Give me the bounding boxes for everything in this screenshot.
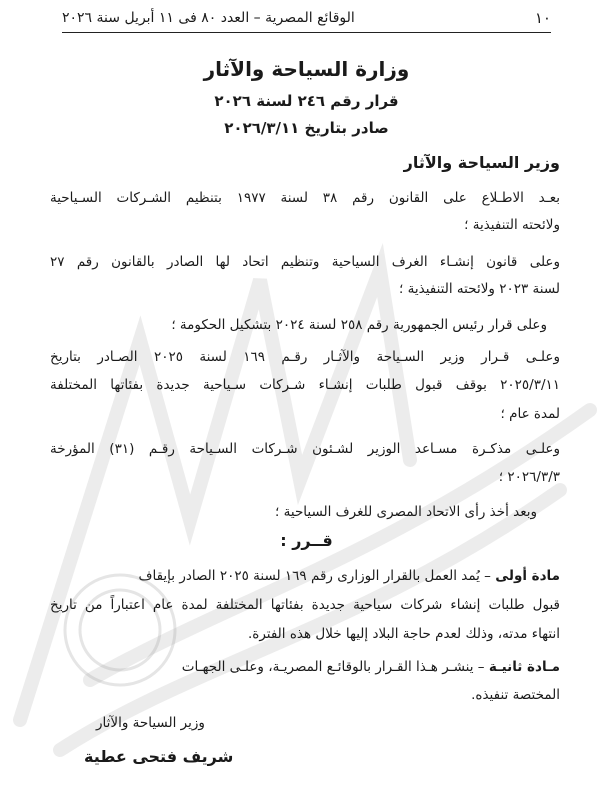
preamble-line: وعلـى قـرار وزير السـياحة والآثـار رقـم ١٦٩ لسنة ٢٠٢٥ الصـادر بتاريخ	[50, 349, 560, 365]
article-2-text: – ينشـر هـذا القـرار بالوقائـع المصريـة، وعلـى الجهـات	[181, 659, 489, 675]
minister-heading: وزير السياحة والآثار	[403, 153, 560, 172]
article-1-line	[138, 567, 560, 585]
preamble-line: ٢٠٢٦/٣/٣ ؛	[498, 469, 560, 485]
article-1-line: قبول طلبات إنشاء شركات سياحية جديدة بفئاتها المختلفة لمدة عام اعتباراً من تاريخ	[50, 597, 560, 613]
preamble-line: وبعد أخذ رأى الاتحاد المصرى للغرف السياحية ؛	[275, 504, 537, 520]
article-2-line	[182, 658, 560, 676]
preamble-line: ولائحته التنفيذية ؛	[464, 217, 560, 233]
decree-number: قرار رقم ٢٤٦ لسنة ٢٠٢٦	[214, 92, 399, 110]
preamble-line: ٢٠٢٥/٣/١١ بوقف قبول طلبات إنشـاء شـركات سـياحية جديدة بفئاتها المختلفة	[50, 377, 560, 393]
article-1-text: – يُمد العمل بالقرار الوزارى رقم ١٦٩ لسنة ٢٠٢٥ الصادر بإيقاف	[138, 568, 496, 584]
preamble-line: لمدة عام ؛	[500, 406, 560, 422]
decided-heading: قــرر :	[280, 531, 333, 550]
signature-name: شريف فتحى عطية	[84, 747, 234, 766]
article-1-label: مادة أولى	[495, 568, 560, 584]
preamble-line: لسنة ٢٠٢٣ ولائحته التنفيذية ؛	[399, 281, 560, 297]
article-2-label: مـادة ثانيـة	[488, 659, 560, 675]
preamble-line: بعـد الاطـلاع على القانون رقم ٣٨ لسنة ١٩٧٧ بتنظيم الشـركات السـياحية	[50, 190, 560, 206]
preamble-line: وعلى قرار رئيس الجمهورية رقم ٢٥٨ لسنة ٢٠٢٤ بتشكيل الحكومة ؛	[171, 317, 547, 333]
article-1-line: انتهاء مدته، وذلك لعدم حاجة البلاد إليها خلال هذه الفترة.	[247, 626, 560, 642]
article-2-line: المختصة تنفيذه.	[471, 687, 560, 703]
running-header	[62, 6, 551, 33]
page-number: ١٠	[534, 9, 551, 27]
running-head: الوقائع المصرية – العدد ٨٠ فى ١١ أبريل سنة ٢٠٢٦	[62, 10, 355, 26]
signature-title: وزير السياحة والآثار	[96, 715, 205, 731]
preamble-line: وعلى قانون إنشـاء الغرف السياحية وتنظيم اتحاد لها الصادر بالقانون رقم ٢٧	[50, 254, 560, 270]
decree-date: صادر بتاريخ ٢٠٢٦/٣/١١	[224, 119, 389, 137]
ministry-title: وزارة السياحة والآثار	[203, 57, 410, 81]
preamble-line: وعلـى مذكـرة مسـاعد الوزير لشـئون شـركات السـياحة رقـم (٣١) المؤرخة	[50, 441, 560, 457]
